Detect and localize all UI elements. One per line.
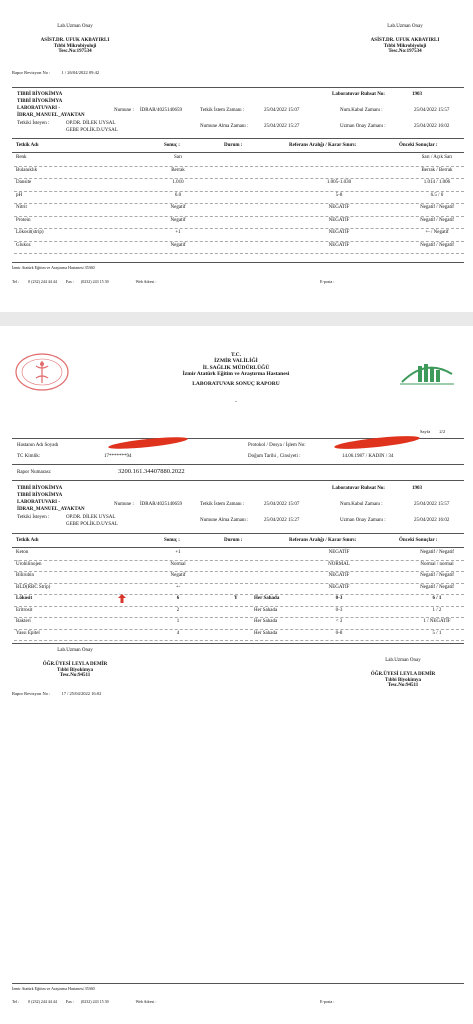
cell-result: Negatif xyxy=(170,205,186,210)
table-row xyxy=(14,572,464,581)
ruhsat-value: 1903 xyxy=(412,92,422,97)
cell-result: 2 xyxy=(176,607,180,613)
cell-test-name: Dansite xyxy=(16,180,32,185)
table-row xyxy=(14,167,464,176)
cell-result: 1 xyxy=(176,619,180,624)
row-divider xyxy=(14,253,464,254)
numune-value: İDRAR/4025140659 xyxy=(140,502,182,507)
cell-test-name: Ürobilinojen xyxy=(16,561,42,567)
cell-previous: 5 / 1 xyxy=(432,630,442,636)
signer-bottom-right xyxy=(348,658,458,689)
page-value: 2/2 xyxy=(439,429,446,434)
cell-previous: +- / Negatif xyxy=(425,230,449,235)
cell-previous: 1 / NEGATİF xyxy=(423,619,451,624)
tc-label: TC Kimlik: xyxy=(17,454,41,459)
page-number xyxy=(420,429,445,434)
col-test: Tetkik Adı xyxy=(16,143,39,148)
lab-name-3: LABORATUVARI - xyxy=(17,106,61,111)
signer-title: Lab.Uzman Onay xyxy=(57,24,93,29)
col-ref: Referans Aralığı / Karar Sınırı: xyxy=(289,143,357,148)
tel-label: Tel : xyxy=(12,279,20,284)
cell-reference: 5-8 xyxy=(335,192,343,198)
cell-result: +1 xyxy=(175,550,181,555)
kabul-value: 25/04/2022 15:57 xyxy=(414,108,450,113)
istem-value: 25/04/2022 15:07 xyxy=(264,502,300,507)
table-row xyxy=(14,217,464,226)
fax-value: (0232) 243 15 30 xyxy=(80,279,109,284)
cell-unit: Her Sahada xyxy=(254,619,278,624)
cell-reference: NEGATİF xyxy=(328,217,350,223)
revision-no xyxy=(12,70,99,75)
cell-previous: 1.014 / 1.006 xyxy=(423,180,451,185)
footer-contact xyxy=(12,280,462,285)
alma-label: Numune Alma Zamanı : xyxy=(200,518,249,523)
divider xyxy=(12,464,464,465)
title-mudurluk: İL SAĞLIK MÜDÜRLÜĞÜ xyxy=(202,364,270,371)
table-row xyxy=(14,561,464,570)
signer-name: ASİST.DR. UFUK AKBAYIRLI xyxy=(370,37,440,43)
cell-test-name: Keton xyxy=(16,550,29,555)
ministry-health-seal-icon xyxy=(14,352,70,395)
isteyen-doctor: OP.DR. DİLEK UYSAL xyxy=(66,515,116,520)
cell-unit: Her Sahada xyxy=(254,607,278,613)
col-prev: Önceki Sonuçlar : xyxy=(399,143,438,148)
page-label: Sayfa xyxy=(420,429,431,434)
cell-previous: Sarı / Açık Sarı xyxy=(421,155,453,160)
cell-previous: Berrak / Berrak xyxy=(421,167,453,173)
cell-result: 4 xyxy=(176,630,180,636)
revision-label: Rapor Revizyon No : xyxy=(12,691,51,696)
cell-test-name: Glukoz xyxy=(16,242,31,248)
onay-value: 25/04/2022 16:02 xyxy=(414,518,450,523)
divider xyxy=(12,138,464,139)
divider xyxy=(12,262,464,263)
cell-result: Negatif xyxy=(170,217,186,223)
table-row xyxy=(14,229,464,238)
signer-dept: Tıbbi Mikrobiyoloji xyxy=(53,43,97,49)
cell-previous: Negatif / Negatif xyxy=(420,573,454,578)
cell-previous: Negatif / Negatif xyxy=(420,242,454,248)
signer-name: ÖĞR.ÜYESİ LEYLA DEMİR xyxy=(370,671,436,677)
signer-reg: Tesc.No:197534 xyxy=(388,49,422,55)
cell-previous: Negatif / Negatif xyxy=(420,584,454,590)
results-header xyxy=(14,537,464,546)
cell-test-name: Lökosit xyxy=(16,596,33,601)
signer-title: Lab.Uzman Onay xyxy=(387,24,423,29)
cell-test-name: pH xyxy=(16,192,23,198)
onay-label: Uzman Onay Zamanı : xyxy=(340,124,386,129)
signer-dept: Tıbbi Biyokimya xyxy=(57,667,93,673)
istem-label: Tetkik İstem Zamanı : xyxy=(200,108,245,113)
cell-reference: NORMAL xyxy=(328,561,350,567)
lab-name-1: TIBBİ BİYOKİMYA xyxy=(17,92,63,97)
cell-reference: 0-3 xyxy=(335,596,343,601)
table-row xyxy=(14,549,464,558)
fax-label: Fax : xyxy=(65,279,74,284)
table-row xyxy=(14,618,464,627)
tel-label: Tel : xyxy=(12,999,20,1004)
title-hospital: İzmir Atatürk Eğitim ve Araştırma Hastanesi xyxy=(182,370,290,377)
table-row xyxy=(14,595,464,604)
cell-reference: NEGATİF xyxy=(328,205,350,210)
cell-test-name: Renk xyxy=(16,155,27,160)
col-prev: Önceki Sonuçlar : xyxy=(399,538,438,543)
col-result: Sonuç : xyxy=(164,538,180,543)
signer-top-left xyxy=(20,24,130,55)
cell-result: +1 xyxy=(175,230,181,235)
divider xyxy=(12,152,464,153)
row-divider xyxy=(14,640,464,641)
results-header xyxy=(14,142,464,151)
cell-reference: NEGATİF xyxy=(328,230,350,235)
signer-reg: Tesc.No:94511 xyxy=(387,683,419,689)
cell-result: +- xyxy=(175,584,181,590)
cell-result: Sarı xyxy=(173,155,183,160)
numune-value: İDRAR/4025140659 xyxy=(140,108,182,113)
email-label: E-posta : xyxy=(320,999,335,1004)
cell-result: Negatif xyxy=(170,573,186,578)
table-row xyxy=(14,630,464,639)
isteyen-doctor: OP.DR. DİLEK UYSAL xyxy=(66,121,116,126)
ruhsat-value: 1903 xyxy=(412,486,422,491)
divider xyxy=(12,983,464,984)
title-tc: T.C. xyxy=(231,352,241,358)
lab-name-1: TIBBİ BİYOKİMYA xyxy=(17,486,63,491)
title-valilik: İZMİR VALİLİĞİ xyxy=(214,358,258,365)
isteyen-label: Tetkiki İsteyen : xyxy=(17,515,50,520)
tel-value: 0 (232) 244 44 44 xyxy=(28,279,57,284)
kabul-label: Num.Kabul Zamanı : xyxy=(340,108,383,113)
lab-name-4: İDRAR_MANUEL_AYAKTAN xyxy=(17,113,85,118)
lab-name-2: TIBBİ BİYOKİMYA xyxy=(17,493,63,498)
istem-value: 25/04/2022 15:07 xyxy=(264,108,300,113)
divider xyxy=(12,480,464,481)
cell-reference: NEGATİF xyxy=(328,550,350,555)
cell-previous: 1 / 2 xyxy=(432,607,442,613)
isteyen-clinic: GEBE POLİK.D.UYSAL xyxy=(66,522,118,527)
signer-reg: Tesc.No:94511 xyxy=(59,673,91,679)
cell-reference: NEGATİF xyxy=(328,584,350,590)
istem-label: Tetkik İstem Zamanı : xyxy=(200,502,245,507)
lab-name-3: LABORATUVARI - xyxy=(17,500,61,505)
cell-test-name: Protein xyxy=(16,217,31,223)
cell-result: Normal xyxy=(170,561,186,567)
cell-reference: 1.005-1.030 xyxy=(326,180,352,185)
cell-previous: 6.5 / 6 xyxy=(430,192,444,198)
table-row xyxy=(14,154,464,163)
cell-previous: Negatif / Negatif xyxy=(420,205,454,210)
revision-label: Rapor Revizyon No : xyxy=(12,70,51,75)
col-result: Sonuç : xyxy=(164,143,180,148)
isteyen-clinic: GEBE POLİK.D.UYSAL xyxy=(66,128,118,133)
cell-reference: < 3 xyxy=(335,619,343,624)
signer-reg: Tesc.No:197534 xyxy=(58,49,92,55)
signer-title: Lab.Uzman Onay xyxy=(57,648,93,653)
lab-name-2: TIBBİ BİYOKİMYA xyxy=(17,99,63,104)
hospital-logo-icon xyxy=(396,352,458,395)
email-label: E-posta : xyxy=(320,279,335,284)
cell-test-name: Lökosit(strip) xyxy=(16,230,44,235)
cell-result: Negatif xyxy=(170,242,186,248)
footer-hospital: İzmir Atatürk Eğitim ve Araştırma Hastanesi 35360 xyxy=(12,986,95,991)
cell-test-name: Nitrit xyxy=(16,205,27,210)
cell-previous: Negatif / Negatif xyxy=(420,550,454,555)
col-status: Durum : xyxy=(224,538,243,543)
cell-test-name: Bulanıklık xyxy=(16,167,38,173)
dogum-label: Doğum Tarihi , Cinsiyeti : xyxy=(248,454,301,459)
isteyen-label: Tetkiki İsteyen : xyxy=(17,121,50,126)
table-row xyxy=(14,584,464,593)
cell-previous: Normal / normal xyxy=(420,561,454,567)
page-separator xyxy=(0,312,473,326)
fax-value: (0232) 243 15 30 xyxy=(80,999,109,1004)
cell-result: 6.0 xyxy=(174,192,182,198)
protokol-label: Protokol / Dosya / İşlem No: xyxy=(248,443,306,448)
cell-test-name: Bilirubin xyxy=(16,573,35,578)
web-label: Web Adresi : xyxy=(135,279,157,284)
cell-test-name: Bakteri xyxy=(16,619,31,624)
signer-top-right xyxy=(350,24,460,55)
title-dot: . xyxy=(235,397,237,404)
dogum-value: 14.06.1987 / KADIN / 34 xyxy=(342,454,394,459)
cell-reference: NEGATİF xyxy=(328,242,350,248)
cell-result: 6 xyxy=(176,596,180,601)
numune-label: Numune : xyxy=(114,502,134,507)
kabul-value: 25/04/2022 15:57 xyxy=(414,502,450,507)
table-row xyxy=(14,204,464,213)
signer-bottom-left xyxy=(20,648,130,679)
table-row xyxy=(14,242,464,251)
kabul-label: Num.Kabul Zamanı : xyxy=(340,502,383,507)
cell-unit: Her Sahada xyxy=(254,596,280,601)
alma-value: 25/04/2022 15:27 xyxy=(264,124,300,129)
revision-no xyxy=(12,691,101,696)
divider xyxy=(12,643,464,644)
onay-label: Uzman Onay Zamanı : xyxy=(340,518,386,523)
signer-name: ASİST.DR. UFUK AKBAYIRLI xyxy=(40,37,110,43)
alma-label: Numune Alma Zamanı : xyxy=(200,124,249,129)
divider xyxy=(12,533,464,534)
signer-dept: Tıbbi Mikrobiyoloji xyxy=(383,43,427,49)
cell-test-name: Eritrosit xyxy=(16,607,33,613)
cell-previous: Negatif / Negatif xyxy=(420,217,454,223)
rapor-label: Rapor Numarası: xyxy=(17,470,52,475)
cell-reference: 0-3 xyxy=(335,607,343,613)
cell-result: 1.010 xyxy=(172,180,184,185)
up-arrow-icon xyxy=(118,594,126,606)
tc-value: 17*******94 xyxy=(104,454,132,459)
col-status: Durum : xyxy=(224,143,243,148)
table-row xyxy=(14,607,464,616)
signer-name: ÖĞR.ÜYESİ LEYLA DEMİR xyxy=(42,661,108,667)
signer-title: Lab.Uzman Onay xyxy=(385,658,421,663)
signer-dept: Tıbbi Biyokimya xyxy=(385,677,421,683)
divider xyxy=(12,547,464,548)
cell-status: Y xyxy=(234,596,238,601)
onay-value: 25/04/2022 16:02 xyxy=(414,124,450,129)
col-test: Tetkik Adı xyxy=(16,538,39,543)
ruhsat-label: Laboratuvar Ruhsat No: xyxy=(332,486,385,491)
cell-unit: Her Sahada xyxy=(254,630,278,636)
cell-reference: NEGATİF xyxy=(328,573,350,578)
revision-value: 17 / 25/04/2022 16:02 xyxy=(61,691,102,696)
cell-test-name: BLD(RBC Strip) xyxy=(16,584,51,590)
protokol-redaction xyxy=(334,434,420,452)
cell-result: Berrak xyxy=(171,167,185,173)
report-title-block xyxy=(136,352,336,404)
divider xyxy=(12,87,464,88)
tel-value: 0 (232) 244 44 44 xyxy=(28,999,57,1004)
table-row xyxy=(14,179,464,188)
footer-hospital: İzmir Atatürk Eğitim ve Araştırma Hastanesi 35360 xyxy=(12,265,95,270)
lab-name-4: İDRAR_MANUEL_AYAKTAN xyxy=(17,507,85,512)
web-label: Web Adresi : xyxy=(135,999,157,1004)
rapor-value: 3200.161.34407880.2022 xyxy=(118,468,185,475)
title-report: LABORATUVAR SONUÇ RAPORU xyxy=(192,381,280,388)
numune-label: Numune : xyxy=(114,108,134,113)
fax-label: Fax : xyxy=(65,999,74,1004)
footer-contact xyxy=(12,1000,462,1005)
cell-previous: 6 / 1 xyxy=(432,596,442,601)
table-row xyxy=(14,192,464,201)
col-ref: Referans Aralığı / Karar Sınırı: xyxy=(289,538,357,543)
cell-reference: 0-8 xyxy=(335,630,343,636)
cell-test-name: Yassı Epitel xyxy=(16,630,40,636)
alma-value: 25/04/2022 15:27 xyxy=(264,518,300,523)
ruhsat-label: Laboratuvar Ruhsat No: xyxy=(332,92,385,97)
patient-name-label: Hastanın Adı Soyadı xyxy=(17,443,59,448)
revision-value: 1 / 26/04/2022 09:42 xyxy=(61,70,100,75)
